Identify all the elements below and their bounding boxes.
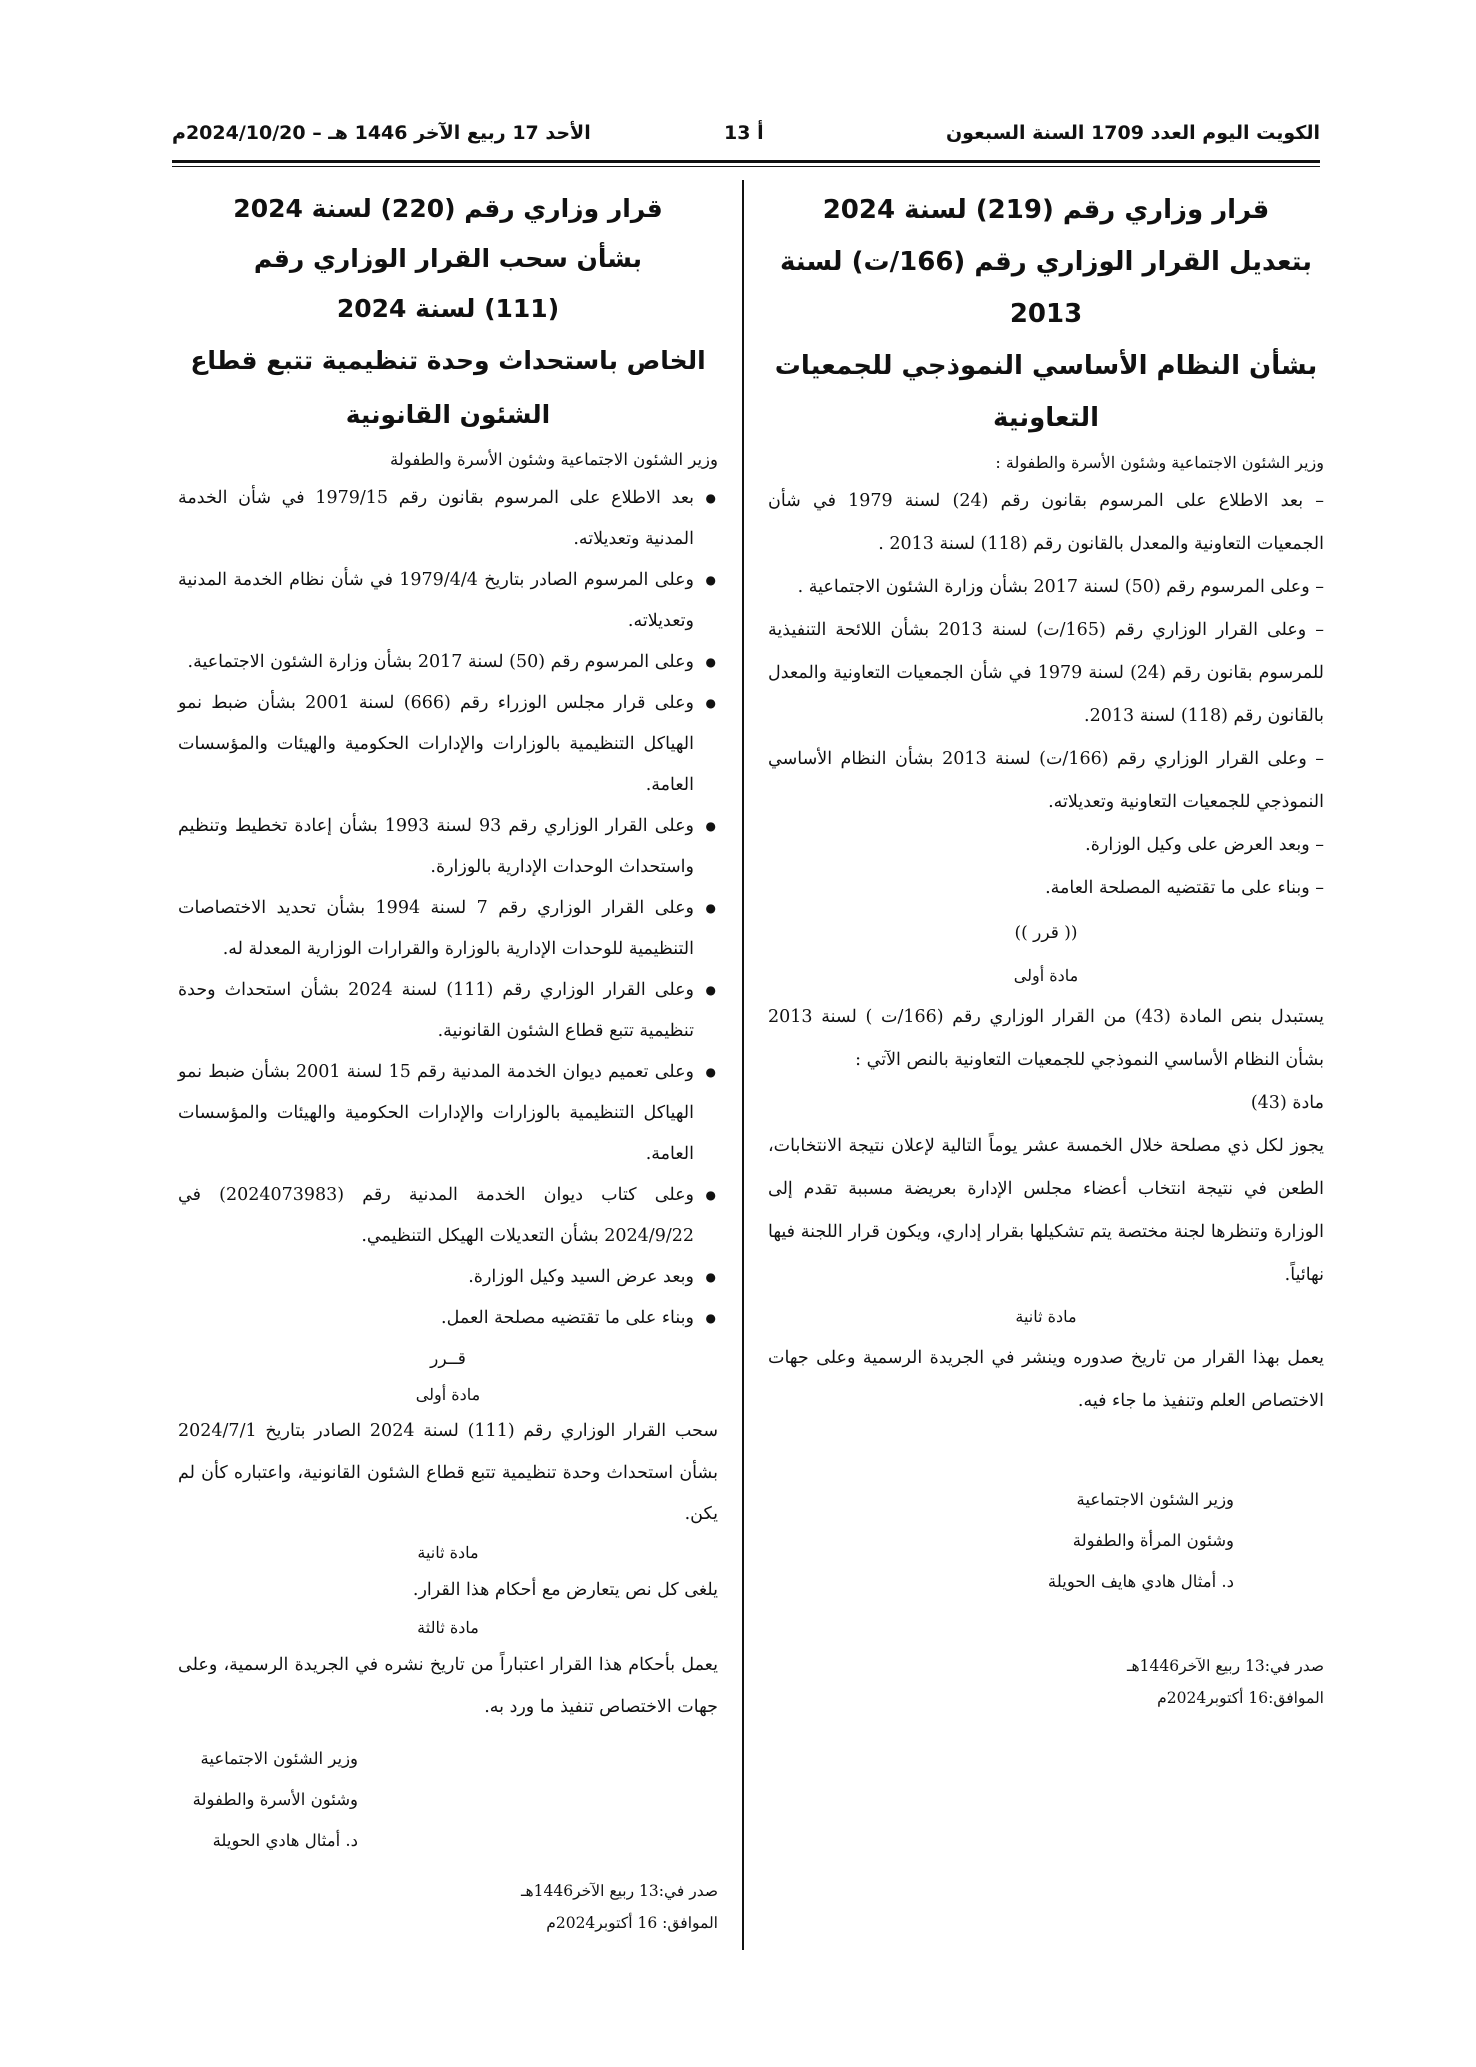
signature-line: وزير الشئون الاجتماعية bbox=[200, 1749, 358, 1768]
issue-date-hijri: صدر في:13 ربيع الآخر1446هـ bbox=[1126, 1657, 1324, 1675]
decree-220 bbox=[178, 184, 718, 1939]
qarar-heading: (( قرر )) bbox=[1014, 923, 1078, 943]
preamble-intro: وزير الشئون الاجتماعية وشئون الأسرة والطفولة : bbox=[995, 453, 1324, 472]
page-number: أ 13 bbox=[724, 122, 764, 144]
preamble-item: – وعلى القرار الوزاري رقم (165/ت) لسنة 2013 بشأن اللائحة التنفيذية للمرسوم بقانون رقم (24) لسنة 1979 في شأن الجمعيات التعاونية والمعدل بالقانون رقم (118) لسنة 2013. bbox=[768, 620, 1325, 726]
article-heading: مادة أولى bbox=[415, 1385, 481, 1404]
preamble-bullet: ● وبناء على ما تقتضيه مصلحة العمل. bbox=[178, 1298, 718, 1339]
header-date: الأحد 17 ربيع الآخر 1446 هـ – 2024/10/20م bbox=[172, 122, 591, 144]
article-heading: مادة ثالثة bbox=[417, 1618, 479, 1637]
article-text: يلغى كل نص يتعارض مع أحكام هذا القرار. bbox=[412, 1579, 718, 1600]
decree-subtitle: الخاص باستحداث وحدة تنظيمية تتبع قطاع الشئون القانونية bbox=[190, 346, 706, 429]
preamble-bullet: ● وعلى القرار الوزاري رقم (111) لسنة 2024 بشأن استحداث وحدة تنظيمية تتبع قطاع الشئون القانونية. bbox=[178, 970, 718, 1052]
preamble-item: – وبناء على ما تقتضيه المصلحة العامة. bbox=[1045, 878, 1324, 898]
article-heading: مادة (43) bbox=[1250, 1093, 1324, 1113]
signature-line: وشئون الأسرة والطفولة bbox=[192, 1790, 358, 1809]
issue-date-block bbox=[178, 1875, 718, 1939]
qarar-heading: قــرر bbox=[430, 1349, 466, 1369]
decree-subtitle: بتعديل القرار الوزاري رقم (166/ت) لسنة 2013 bbox=[779, 247, 1313, 329]
preamble-bullet: ● وعلى تعميم ديوان الخدمة المدنية رقم 15 لسنة 2001 بشأن ضبط نمو الهياكل التنظيمية بالوزارات والإدارات الحكومية والهيئات والمؤسسات العامة. bbox=[178, 1052, 718, 1175]
decree-subtitle: بشأن سحب القرار الوزاري رقم bbox=[253, 244, 643, 273]
preamble-bullet: ● وعلى قرار مجلس الوزراء رقم (666) لسنة 2001 بشأن ضبط نمو الهياكل التنظيمية بالوزارات والإدارات الحكومية والهيئات والمؤسسات العامة. bbox=[178, 683, 718, 806]
signature-line: وزير الشئون الاجتماعية bbox=[1076, 1490, 1234, 1509]
article-text: سحب القرار الوزاري رقم (111) لسنة 2024 الصادر بتاريخ 2024/7/1 بشأن استحداث وحدة تنظيمية تتبع قطاع الشئون القانونية، واعتباره كأن لم يكن. bbox=[178, 1421, 718, 1524]
issue-date-block bbox=[768, 1650, 1324, 1714]
page-header bbox=[172, 118, 1320, 158]
signature-block bbox=[768, 1479, 1234, 1602]
decree-subtitle: بشأن النظام الأساسي النموذجي للجمعيات التعاونية bbox=[774, 351, 1318, 433]
decree-subtitle: (111) لسنة 2024 bbox=[336, 294, 560, 323]
article-heading: مادة أولى bbox=[1013, 966, 1079, 985]
preamble-bullet: ● بعد الاطلاع على المرسوم بقانون رقم 1979/15 في شأن الخدمة المدنية وتعديلاته. bbox=[178, 478, 718, 560]
signature-name: د. أمثال هادي هايف الحويلة bbox=[1047, 1572, 1234, 1591]
article-text: يعمل بهذا القرار من تاريخ صدوره وينشر في الجريدة الرسمية وعلى جهات الاختصاص العلم وتنفيذ ما جاء فيه. bbox=[768, 1348, 1324, 1411]
article-heading: مادة ثانية bbox=[417, 1542, 479, 1562]
preamble-bullet: ● وعلى كتاب ديوان الخدمة المدنية رقم (2024073983) في 2024/9/22 بشأن التعديلات الهيكل التنظيمي. bbox=[178, 1175, 718, 1257]
article-text: يعمل بأحكام هذا القرار اعتباراً من تاريخ نشره في الجريدة الرسمية، وعلى جهات الاختصاص تنفيذ ما ورد به. bbox=[178, 1655, 718, 1717]
preamble-item: – بعد الاطلاع على المرسوم بقانون رقم (24) لسنة 1979 في شأن الجمعيات التعاونية والمعدل بالقانون رقم (118) لسنة 2013 . bbox=[768, 491, 1325, 554]
preamble-intro: وزير الشئون الاجتماعية وشئون الأسرة والطفولة bbox=[389, 450, 718, 469]
article-text: يستبدل بنص المادة (43) من القرار الوزاري رقم (166/ت ) لسنة 2013 بشأن النظام الأساسي النموذجي للجمعيات التعاونية بالنص الآتي : bbox=[768, 1007, 1325, 1070]
gazette-issue: الكويت اليوم العدد 1709 السنة السبعون bbox=[945, 122, 1320, 144]
preamble-bullet: ● وبعد عرض السيد وكيل الوزارة. bbox=[178, 1257, 718, 1298]
decree-title: قرار وزاري رقم (219) لسنة 2024 bbox=[822, 195, 1270, 225]
signature-name: د. أمثال هادي الحويلة bbox=[212, 1831, 358, 1850]
header-rule-thin bbox=[172, 166, 1320, 167]
issue-date-hijri: صدر في:13 ربيع الآخر1446هـ bbox=[520, 1882, 718, 1900]
preamble-bullet: ● وعلى القرار الوزاري رقم 93 لسنة 1993 بشأن إعادة تخطيط وتنظيم واستحداث الوحدات الإدارية بالوزارة. bbox=[178, 806, 718, 888]
column-divider bbox=[742, 180, 744, 1950]
issue-date-gregorian: الموافق: 16 أكتوبر2024م bbox=[546, 1914, 718, 1932]
preamble-bullet: ● وعلى المرسوم الصادر بتاريخ 1979/4/4 في شأن نظام الخدمة المدنية وتعديلاته. bbox=[178, 560, 718, 642]
signature-block bbox=[178, 1738, 358, 1861]
header-rule bbox=[172, 160, 1320, 163]
preamble-item: – وبعد العرض على وكيل الوزارة. bbox=[1085, 835, 1324, 855]
decree-title: قرار وزاري رقم (220) لسنة 2024 bbox=[233, 194, 663, 223]
preamble-bullet: ● وعلى القرار الوزاري رقم 7 لسنة 1994 بشأن تحديد الاختصاصات التنظيمية للوحدات الإدارية بالوزارة والقرارات الوزارية المعدلة له. bbox=[178, 888, 718, 970]
issue-date-gregorian: الموافق:16 أكتوبر2024م bbox=[1157, 1689, 1324, 1707]
preamble-bullet: ● وعلى المرسوم رقم (50) لسنة 2017 بشأن وزارة الشئون الاجتماعية. bbox=[178, 642, 718, 683]
decree-219 bbox=[768, 184, 1324, 1714]
preamble-item: – وعلى القرار الوزاري رقم (166/ت) لسنة 2013 بشأن النظام الأساسي النموذجي للجمعيات التعاونية وتعديلاته. bbox=[768, 749, 1324, 812]
article-heading: مادة ثانية bbox=[1015, 1307, 1077, 1326]
signature-line: وشئون المرأة والطفولة bbox=[1072, 1531, 1234, 1550]
preamble-item: – وعلى المرسوم رقم (50) لسنة 2017 بشأن وزارة الشئون الاجتماعية . bbox=[797, 577, 1324, 597]
article-text: يجوز لكل ذي مصلحة خلال الخمسة عشر يوماً التالية لإعلان نتيجة الانتخابات، الطعن في نتيجة انتخاب أعضاء مجلس الإدارة بعريضة مسببة تقدم إلى الوزارة وتنظرها لجنة مختصة يتم تشكيلها بقرار إداري، ويكون قرار اللجنة فيها نهائياً. bbox=[768, 1136, 1324, 1285]
